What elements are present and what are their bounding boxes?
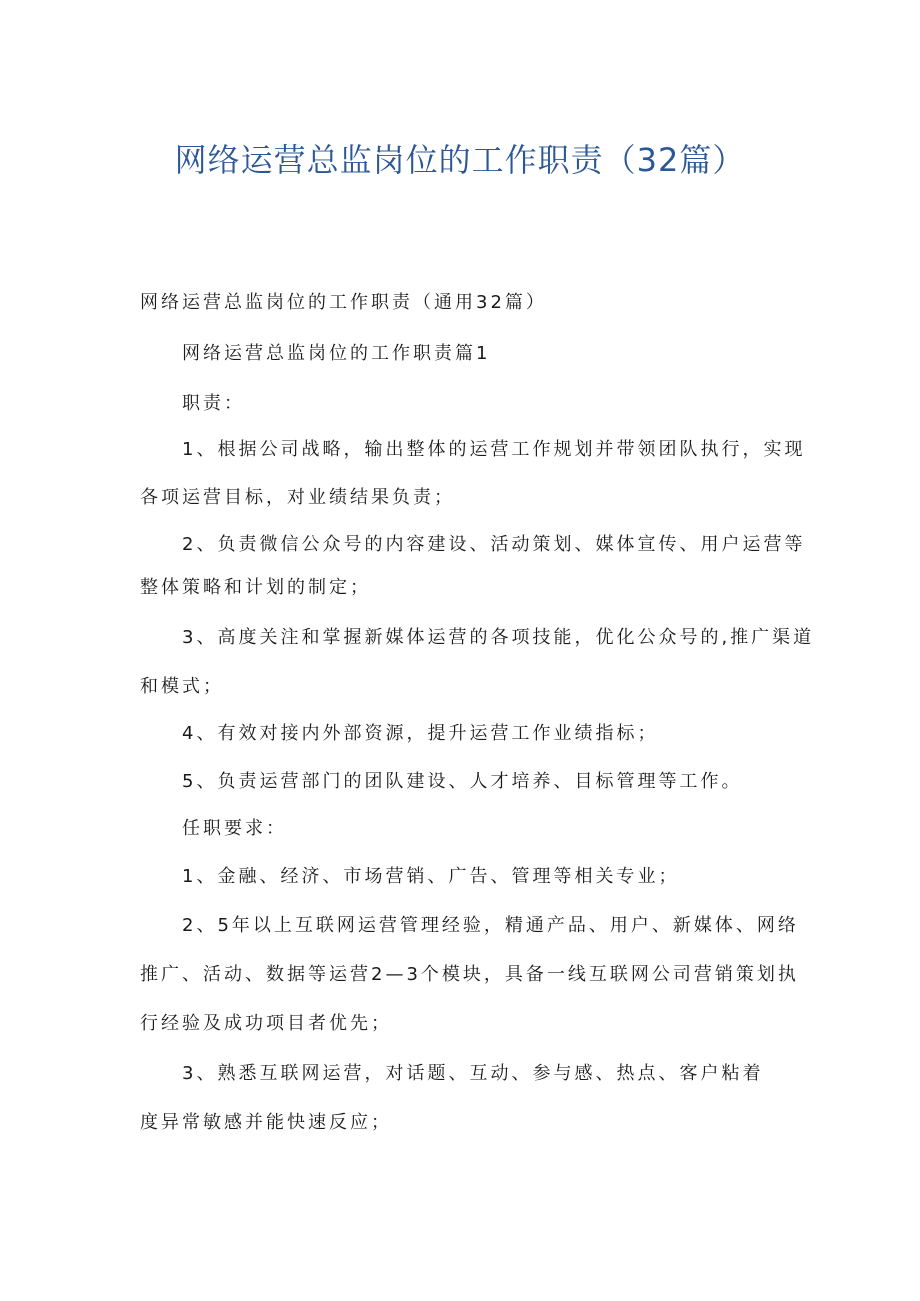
duties-label: 职责： (182, 393, 245, 414)
duty-item-4: 4、有效对接内外部资源，提升运营工作业绩指标； (182, 723, 659, 744)
duty-item-3-line-2: 和模式； (140, 676, 224, 697)
section-heading: 网络运营总监岗位的工作职责篇1 (182, 343, 491, 364)
duty-item-5: 5、负责运营部门的团队建设、人才培养、目标管理等工作。 (182, 771, 743, 792)
requirement-item-1: 1、金融、经济、市场营销、广告、管理等相关专业； (182, 866, 680, 887)
duty-item-1-line-2: 各项运营目标，对业绩结果负责； (140, 487, 455, 508)
duty-item-2-line-1: 2、负责微信公众号的内容建设、活动策划、媒体宣传、用户运营等 (182, 534, 806, 555)
requirement-item-3-line-1: 3、熟悉互联网运营，对话题、互动、参与感、热点、客户粘着 (182, 1063, 764, 1084)
requirement-item-3-line-2: 度异常敏感并能快速反应； (140, 1112, 392, 1133)
requirement-item-2-line-2: 推广、活动、数据等运营2—3个模块，具备一线互联网公司营销策划执 (140, 964, 799, 985)
requirements-label: 任职要求： (182, 818, 287, 839)
duty-item-2-line-2: 整体策略和计划的制定； (140, 577, 371, 598)
document-subtitle: 网络运营总监岗位的工作职责（通用32篇） (140, 292, 547, 313)
duty-item-3-line-1: 3、高度关注和掌握新媒体运营的各项技能，优化公众号的,推广渠道 (182, 627, 815, 648)
duty-item-1-line-1: 1、根据公司战略，输出整体的运营工作规划并带领团队执行，实现 (182, 439, 806, 460)
document-title: 网络运营总监岗位的工作职责（32篇） (174, 141, 746, 179)
requirement-item-2-line-1: 2、5年以上互联网运营管理经验，精通产品、用户、新媒体、网络 (182, 915, 799, 936)
requirement-item-2-line-3: 行经验及成功项目者优先； (140, 1013, 392, 1034)
